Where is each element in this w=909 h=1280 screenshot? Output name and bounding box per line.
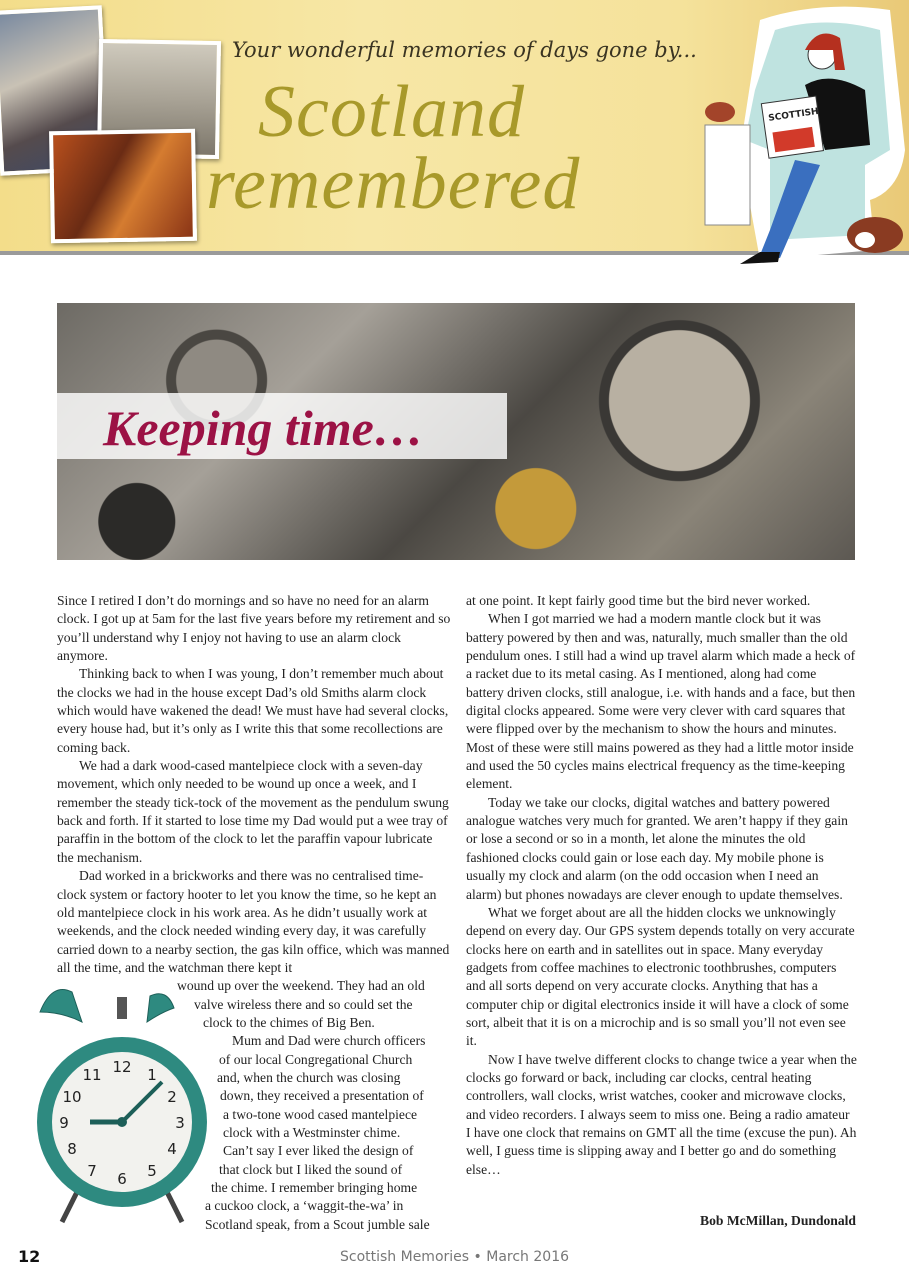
publication-name: Scottish Memories xyxy=(339,1249,470,1265)
right-column xyxy=(466,592,857,1179)
text-line: clock with a Westminster chime. xyxy=(223,1124,401,1140)
text-line: a two-tone wood cased mantelpiece xyxy=(223,1106,418,1122)
text-line: down, they received a presentation of xyxy=(220,1088,424,1104)
text-line: Mum and Dad were church officers xyxy=(232,1033,426,1049)
article-title: Keeping time… xyxy=(103,400,424,456)
text-line: of our local Congregational Church xyxy=(219,1051,413,1067)
svg-text:12: 12 xyxy=(112,1058,132,1076)
text-line: and, when the church was closing xyxy=(217,1069,401,1085)
paragraph: We had a dark wood-cased mantelpiece clock with a seven-day movement, which only needed to be wound up once a week, and I remember the steady tick-tock of the movement as the pendulum swung back and forth. If it started to lose time my Dad would put a wee tray of paraffin in the bottom of the clock to let the paraffin vapour lubricate the mechanism. xyxy=(57,758,449,865)
svg-text:2: 2 xyxy=(167,1088,177,1106)
text-line: wound up over the weekend. They had an old xyxy=(177,978,425,994)
issue-date: March 2016 xyxy=(486,1249,570,1265)
text-line: a cuckoo clock, a ‘waggit-the-wa’ in xyxy=(205,1198,404,1214)
paragraph: Since I retired I don’t do mornings and so have no need for an alarm clock. I got up at 5am for the last five years before my retirement and so you’ll understand why I enjoy not having to use an alarm clock anymore. xyxy=(57,593,451,664)
page-number: 12 xyxy=(18,1247,41,1266)
text-line: valve wireless there and so could set the xyxy=(194,996,413,1012)
separator-bullet: • xyxy=(473,1249,482,1265)
paragraph: Today we take our clocks, digital watches and battery powered analogue watches very much for granted. We aren’t happy if they gain or lose a second or so in a month, let alone the minutes the old fashioned clocks could gain or lose each day. My mobile phone is usually my clock and alarm (on the odd occasion when I need an alarm) but phones nowadays are clever enough to update themselves. xyxy=(466,794,848,902)
alarm-clock-illustration xyxy=(32,982,212,1227)
tagline: Your wonderful memories of days gone by... xyxy=(232,38,697,62)
paragraph: When I got married we had a modern mantle clock but it was battery powered by then and was, naturally, much smaller than the old pendulum ones. I still had a wind up travel alarm which made a heck of a racket due to its metal casing. As I mentioned, along had come battery driven clocks, still analogue, i.e. with hands and a face, but then digital clocks appeared. Some were very clever with card squares that were flipped over by the mechanism to show the hours and minutes. Most of these were still mains powered as they had a little motor inside and used the 50 cycles mains electrical frequency as the time-keeping element. xyxy=(466,611,856,792)
paragraph: at one point. It kept fairly good time but the bird never worked. xyxy=(466,593,811,608)
section-title-line2: remembered xyxy=(206,143,581,225)
header-band xyxy=(0,0,909,255)
svg-text:3: 3 xyxy=(175,1114,185,1132)
text-line: clock to the chimes of Big Ben. xyxy=(203,1014,375,1030)
svg-text:8: 8 xyxy=(67,1140,77,1158)
text-line: Scotland speak, from a Scout jumble sale xyxy=(205,1216,430,1232)
author-signature: Bob McMillan, Dundonald xyxy=(700,1213,856,1228)
svg-text:5: 5 xyxy=(147,1162,157,1180)
svg-text:10: 10 xyxy=(62,1088,82,1106)
svg-text:4: 4 xyxy=(167,1140,177,1158)
paragraph: Thinking back to when I was young, I don’t remember much about the clocks we had in the house except Dad’s old Smiths alarm clock which would have wakened the dead! We must have had several clocks, every house had, but it’s only as I write this that some recollections are coming back. xyxy=(57,666,449,755)
text-line: the chime. I remember bringing home xyxy=(211,1180,418,1195)
section-title-line1: Scotland xyxy=(258,71,525,153)
text-line: that clock but I liked the sound of xyxy=(219,1161,403,1177)
svg-text:SCOTTISH: SCOTTISH xyxy=(767,106,820,124)
footer xyxy=(0,1249,909,1265)
photo-theatre-stage xyxy=(49,129,197,244)
paragraph: What we forget about are all the hidden clocks we unknowingly depend on every day. Our GPS system depends totally on very accurate clocks here on earth and in satellites out in space. Many everyday gadgets from coffee machines to electronic toothbrushes, computers and all sorts depend on very accurate clocks. Anything that has a computer chip or digital electronics inside it will have a clock of some sort, albeit that it is on a microchip and is so small you’ll not even see it. xyxy=(466,904,855,1049)
paragraph: Now I have twelve different clocks to change twice a year when the clocks go forward or back, including car clocks, central heating controllers, wall clocks, wrist watches, cooker and microwave clocks, and video recorders. I always seem to miss one. Being a radio amateur I have one clock that remains on GMT all the time (excuse the pun). Ah well, I guess time is slipping away and I better go and do something else… xyxy=(466,1051,857,1177)
clockwork-gears-banner xyxy=(57,303,855,560)
svg-text:7: 7 xyxy=(87,1162,97,1180)
paragraph: Dad worked in a brickworks and there was no centralised time-clock system or factory hooter to let you know the time, so he kept an old mantelpiece clock in his work area. As he didn’t usually work at weekends, and the clock needed winding every day, it was carefully carried down to a nearby section, the gas kiln office, which was manned all the time, and the watchman there kept it xyxy=(57,868,450,975)
svg-text:1: 1 xyxy=(147,1066,157,1084)
text-line: Can’t say I ever liked the design of xyxy=(223,1143,414,1159)
svg-text:9: 9 xyxy=(59,1114,69,1132)
svg-text:11: 11 xyxy=(82,1066,102,1084)
reader-in-armchair-illustration xyxy=(700,0,909,270)
svg-text:6: 6 xyxy=(117,1170,127,1188)
